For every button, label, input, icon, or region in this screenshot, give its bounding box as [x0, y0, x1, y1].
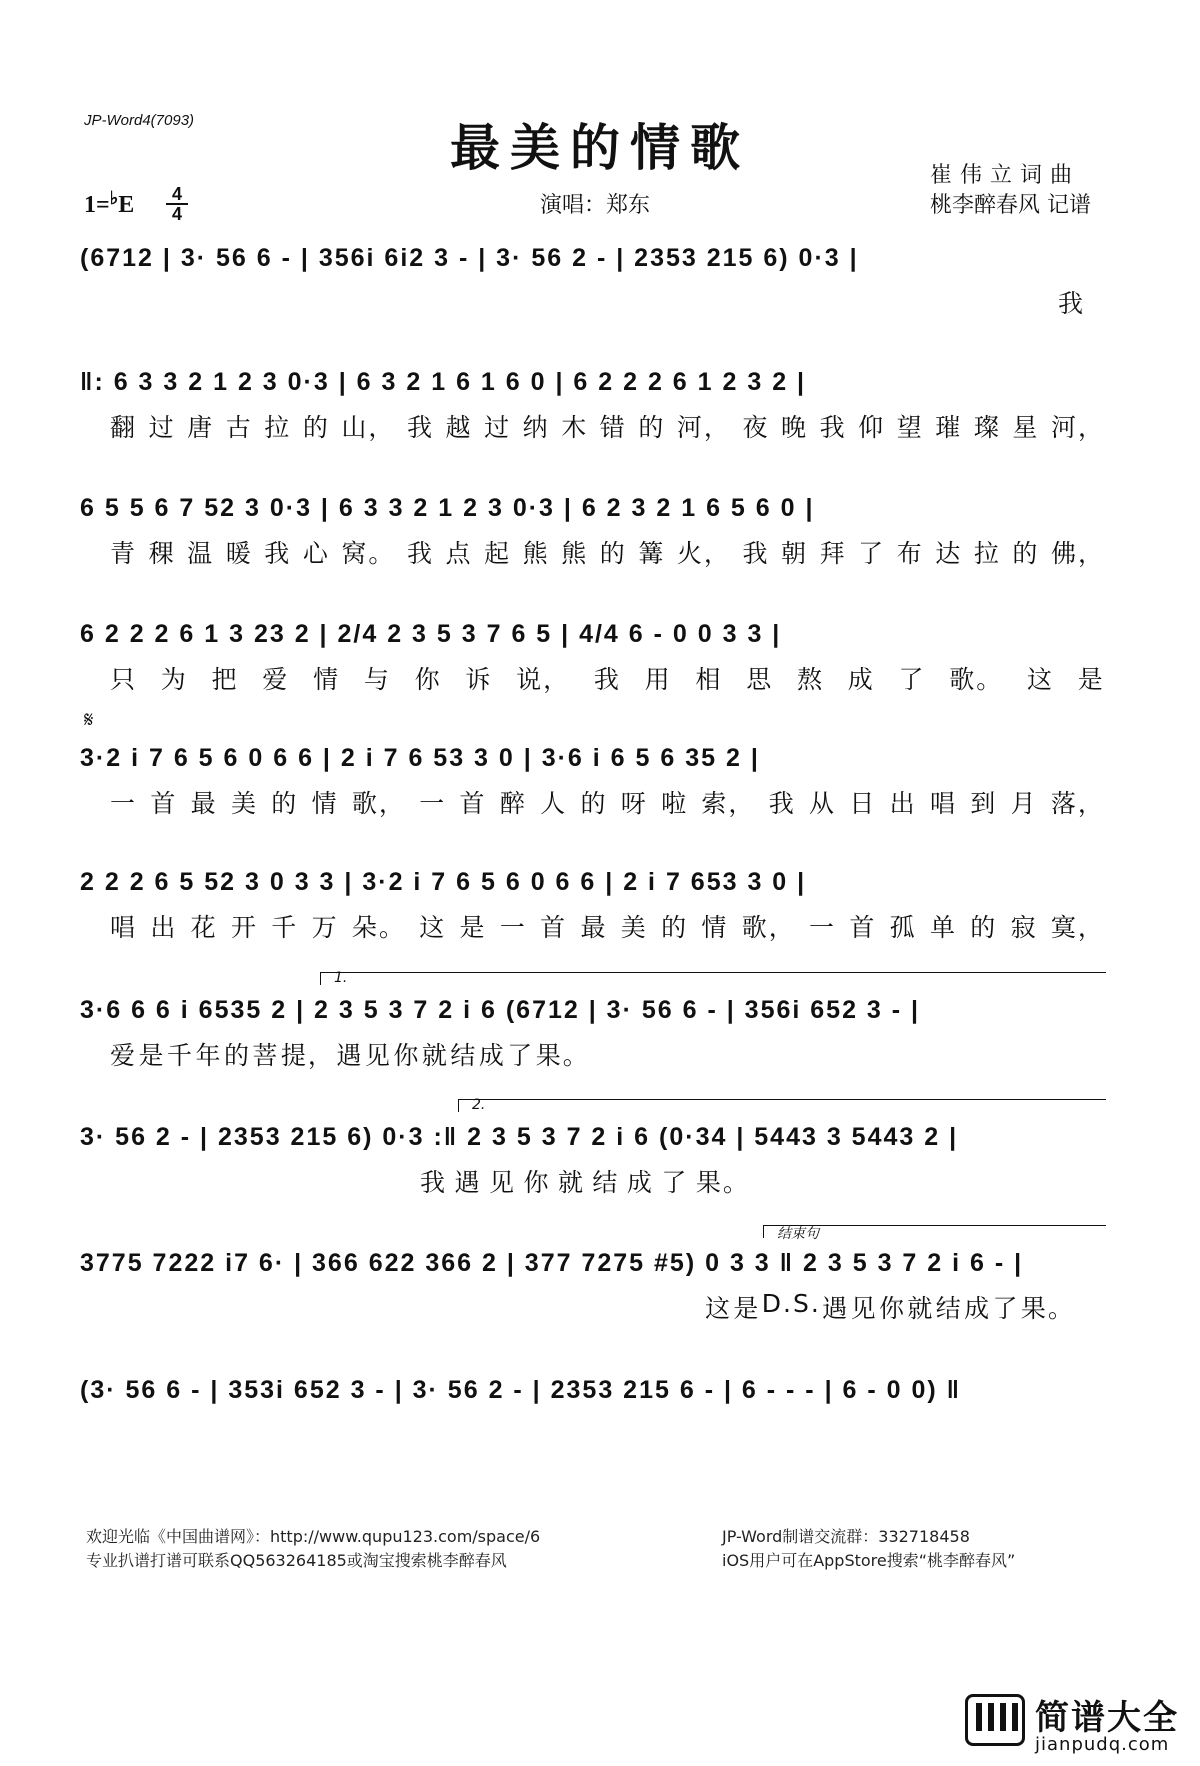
lyric-syllable: 与: [363, 665, 391, 694]
footer-right: [722, 1525, 1015, 1573]
lyric-syllable: 见: [488, 1168, 516, 1197]
author-credit: 崔伟立词曲: [930, 163, 1081, 188]
singer-credit: 演唱：郑东: [540, 193, 651, 218]
lyric-line: [110, 784, 1105, 818]
lyric-syllable: 情: [311, 789, 339, 818]
lyric-line: [420, 1163, 750, 1197]
notation-line: ‖: 6 3 3 2 1 2 3 0·3 | 6 3 2 1 6 1 6 0 | 6 2 2 2 6 1 2 3 2 |: [80, 367, 807, 396]
lyric-line: [110, 908, 1105, 942]
lyric-syllable: 就: [557, 1168, 585, 1197]
lyric-syllable: 朵。: [351, 913, 406, 942]
lyric-syllable: 山，: [341, 413, 396, 442]
lyric-syllable: 首: [150, 789, 178, 818]
lyric-syllable: 的: [599, 539, 627, 568]
lyric-syllable: 人: [540, 789, 568, 818]
notation-line: 3· 56 2 - | 2353 215 6) 0·3 :‖ 2 3 5 3 7 2 i 6 (0·34 | 5443 3 5443 2 |: [80, 1122, 959, 1151]
lyric-syllable: 呀: [620, 789, 648, 818]
lyric-syllable: 璨: [973, 413, 1001, 442]
lyric-syllable: 我: [819, 413, 847, 442]
volta-label: 结束句: [777, 1226, 819, 1242]
volta-label: 1.: [334, 970, 348, 986]
lyric-syllable: 用: [644, 665, 672, 694]
lyric-syllable: 木: [561, 413, 589, 442]
lyric-syllable: 的: [302, 413, 330, 442]
lyric-syllable: 情: [313, 665, 341, 694]
lyric-syllable: 你: [414, 665, 442, 694]
lyric-syllable: 心: [302, 539, 330, 568]
time-bottom: 4: [171, 204, 182, 224]
lyric-syllable: 这: [1027, 665, 1055, 694]
lyric-syllable: 的: [271, 789, 299, 818]
score-row: [80, 1226, 1105, 1333]
lyric-syllable: 拜: [819, 539, 847, 568]
lyric-syllable: 歌。: [949, 665, 1004, 694]
footer-contact-line: 专业扒谱打谱可联系QQ563264185或淘宝搜索桃李醉春风: [86, 1551, 507, 1570]
lyric-syllable: 遇: [822, 1294, 850, 1323]
lyric-syllable: 为: [160, 665, 188, 694]
lyric-syllable: 拉: [264, 413, 292, 442]
lyric-syllable: 我: [264, 539, 292, 568]
lyric-syllable: 的: [223, 1041, 251, 1070]
lyric-syllable: 菩: [252, 1041, 280, 1070]
lyric-syllable: 夜: [742, 413, 770, 442]
lyric-syllable: 你: [523, 1168, 551, 1197]
lyric-syllable: 结: [450, 1041, 478, 1070]
lyric-syllable: 了: [661, 1168, 689, 1197]
lyric-syllable: 千: [271, 913, 299, 942]
lyric-syllable: 最: [580, 913, 608, 942]
lyric-syllable: 青: [110, 539, 138, 568]
lyric-syllable: 我: [768, 789, 796, 818]
lyric-syllable: 就: [907, 1294, 935, 1323]
lyric-syllable: 结: [592, 1168, 620, 1197]
notation-line: 3·6 6 6 i 6535 2 | 2 3 5 3 7 2 i 6 (6712 | 3· 56 6 - | 356i 652 3 - |: [80, 995, 921, 1024]
brand-url: jianpudq.com: [1035, 1734, 1170, 1755]
lyric-syllable: 了: [507, 1041, 535, 1070]
score-row: [80, 614, 1105, 704]
lyric-syllable: 单: [929, 913, 957, 942]
transcriber-credit: 桃李醉春风 记谱: [930, 193, 1091, 218]
lyric-syllable: 是: [1077, 665, 1105, 694]
notation-line: 6 2 2 2 6 1 3 23 2 | 2/4 2 3 5 3 7 6 5 | 4/4 6 - 0 0 3 3 |: [80, 619, 782, 648]
lyric-syllable: 见: [364, 1041, 392, 1070]
lyric-syllable: 仰: [858, 413, 886, 442]
lyric-syllable: 最: [190, 789, 218, 818]
footer-left: [86, 1525, 540, 1573]
score-row: [80, 488, 1105, 578]
lyric-syllable: 璀: [935, 413, 963, 442]
notation-line: 3·2 i 7 6 5 6 0 6 6 | 2 i 7 6 53 3 0 | 3·6 i 6 5 6 35 2 |: [80, 743, 760, 772]
lyric-syllable: 到: [970, 789, 998, 818]
lyric-syllable: 把: [211, 665, 239, 694]
lyric-syllable: 情: [701, 913, 729, 942]
lyric-syllable: 千: [166, 1041, 194, 1070]
score-row: [80, 1097, 1105, 1207]
lyric-syllable: 首: [540, 913, 568, 942]
lyric-syllable: 的: [1012, 539, 1040, 568]
flat-sign: ♭: [109, 188, 119, 208]
lyric-syllable: 拉: [973, 539, 1001, 568]
lyric-syllable: 出: [889, 789, 917, 818]
lyric-syllable: 醉: [499, 789, 527, 818]
brand-logo: [965, 1690, 1195, 1760]
notation-line: (3· 56 6 - | 353i 652 3 - | 3· 56 2 - | 2353 215 6 - | 6 - - - | 6 - 0 0) ‖: [80, 1375, 962, 1404]
lyric-syllable: 啦: [661, 789, 689, 818]
lyric-syllable: 佛，: [1050, 539, 1105, 568]
lyric-syllable: 美: [230, 789, 258, 818]
lyric-syllable: 的: [580, 789, 608, 818]
notation-line: 6 5 5 6 7 52 3 0·3 | 6 3 3 2 1 2 3 0·3 | 6 2 3 2 1 6 5 6 0 |: [80, 493, 815, 522]
lyric-syllable: 见: [850, 1294, 878, 1323]
lyric-syllable: 从: [809, 789, 837, 818]
lyric-syllable: 火，: [676, 539, 731, 568]
lyric-syllable: 落，: [1050, 789, 1105, 818]
lyric-syllable: 一: [499, 913, 527, 942]
lyric-syllable: 这: [419, 913, 447, 942]
lyric-syllable: 你: [878, 1294, 906, 1323]
lyric-syllable: 翻: [110, 413, 138, 442]
lyric-syllable: 这: [705, 1294, 733, 1323]
lyric-syllable: 越: [445, 413, 473, 442]
segno-mark: 𝄋: [84, 708, 94, 733]
lyric-syllable: 开: [230, 913, 258, 942]
score-row: [80, 1370, 1105, 1460]
lyric-syllable: 美: [620, 913, 648, 942]
lyric-syllable: 年: [195, 1041, 223, 1070]
lyric-syllable: 说，: [516, 665, 571, 694]
lyric-syllable: 点: [445, 539, 473, 568]
lyric-syllable: 布: [896, 539, 924, 568]
lyric-syllable: 我: [1057, 289, 1085, 318]
lyric-syllable: 索，: [701, 789, 756, 818]
key-signature: [84, 188, 134, 219]
lyric-syllable: 古: [225, 413, 253, 442]
brand-name: 简谱大全: [1035, 1698, 1179, 1738]
lyric-syllable: 暖: [225, 539, 253, 568]
lyric-line: [110, 408, 1105, 442]
lyric-syllable: 一: [809, 913, 837, 942]
lyric-syllable: 一: [110, 789, 138, 818]
lyric-line: [705, 1289, 1075, 1323]
notation-line: 2 2 2 6 5 52 3 0 3 3 | 3·2 i 7 6 5 6 0 6 6 | 2 i 7 653 3 0 |: [80, 867, 807, 896]
lyric-syllable: 星: [1012, 413, 1040, 442]
volta-bracket: [458, 1099, 1106, 1112]
lyric-syllable: 过: [484, 413, 512, 442]
lyric-syllable: 花: [190, 913, 218, 942]
lyric-syllable: 窝。: [341, 539, 396, 568]
lyric-syllable: 只: [110, 665, 138, 694]
lyric-syllable: 遇: [336, 1041, 364, 1070]
score-row: [80, 862, 1105, 952]
lyric-syllable: 唐: [187, 413, 215, 442]
lyric-syllable: 过: [148, 413, 176, 442]
lyric-syllable: 出: [150, 913, 178, 942]
lyric-syllable: 果。: [1020, 1294, 1075, 1323]
lyric-syllable: 结: [935, 1294, 963, 1323]
footer-website-line: 欢迎光临《中国曲谱网》：http://www.qupu123.com/space/6: [86, 1527, 541, 1546]
lyric-syllable: 成: [626, 1168, 654, 1197]
lyric-line: [110, 284, 1105, 318]
notation-line: 3775 7222 i7 6· | 366 622 366 2 | 377 7275 #5) 0 3 3 ‖ 2 3 5 3 7 2 i 6 - |: [80, 1248, 1024, 1277]
lyric-syllable: 爱: [110, 1041, 138, 1070]
footer-ios-line: iOS用户可在AppStore搜索“桃李醉春风”: [722, 1551, 1016, 1570]
time-top: 4: [171, 184, 182, 204]
lyric-syllable: 成: [478, 1041, 506, 1070]
lyric-line: [110, 1036, 590, 1070]
lyric-syllable: 遇: [454, 1168, 482, 1197]
lyric-syllable: 是: [138, 1041, 166, 1070]
lyric-syllable: 万: [311, 913, 339, 942]
lyric-syllable: 望: [896, 413, 924, 442]
volta-bracket: [320, 972, 1106, 985]
key-letter: E: [118, 192, 135, 218]
lyric-syllable: 果。: [695, 1168, 750, 1197]
lyric-syllable: 熊: [561, 539, 589, 568]
lyric-syllable: 稞: [148, 539, 176, 568]
lyric-syllable: 我: [406, 413, 434, 442]
piano-keys-icon: [965, 1694, 1025, 1746]
lyric-syllable: 你: [393, 1041, 421, 1070]
lyric-syllable: 孤: [889, 913, 917, 942]
lyric-syllable: 河，: [676, 413, 731, 442]
lyric-syllable: 歌，: [741, 913, 796, 942]
score-row: [80, 362, 1105, 452]
lyric-syllable: 寞，: [1050, 913, 1105, 942]
lyric-syllable: 唱: [110, 913, 138, 942]
lyric-syllable: 我: [406, 539, 434, 568]
lyric-syllable: 熊: [522, 539, 550, 568]
lyric-syllable: 起: [484, 539, 512, 568]
lyric-syllable: 首: [849, 913, 877, 942]
lyric-syllable: 我: [742, 539, 770, 568]
lyric-syllable: 我: [420, 1168, 448, 1197]
score-row: [80, 970, 1105, 1080]
lyric-syllable: 了: [858, 539, 886, 568]
score-row: [80, 238, 1105, 328]
lyric-syllable: 晚: [781, 413, 809, 442]
volta-label: 2.: [472, 1097, 486, 1113]
lyric-syllable: 我: [593, 665, 621, 694]
lyric-syllable: 河，: [1050, 413, 1105, 442]
lyric-syllable: 诉: [465, 665, 493, 694]
lyric-syllable: 相: [695, 665, 723, 694]
lyric-syllable: 日: [849, 789, 877, 818]
lyric-syllable: 月: [1010, 789, 1038, 818]
lyric-syllable: D.S.: [761, 1289, 821, 1318]
song-title: 最美的情歌: [450, 119, 750, 177]
lyric-syllable: 是: [733, 1294, 761, 1323]
lyric-syllable: 提，: [280, 1041, 335, 1070]
lyric-syllable: 首: [459, 789, 487, 818]
lyric-syllable: 温: [187, 539, 215, 568]
lyric-syllable: 达: [935, 539, 963, 568]
lyric-syllable: 了: [898, 665, 926, 694]
lyric-syllable: 纳: [522, 413, 550, 442]
lyric-syllable: 成: [847, 665, 875, 694]
generator-label: JP-Word4(7093): [84, 112, 195, 129]
score-row: [80, 708, 1105, 828]
lyric-syllable: 歌，: [351, 789, 406, 818]
lyric-syllable: 的: [661, 913, 689, 942]
lyric-syllable: 一: [419, 789, 447, 818]
lyric-syllable: 成: [964, 1294, 992, 1323]
lyric-syllable: 的: [638, 413, 666, 442]
lyric-syllable: 就: [421, 1041, 449, 1070]
lyric-syllable: 果。: [535, 1041, 590, 1070]
lyric-syllable: 寂: [1010, 913, 1038, 942]
lyric-syllable: 错: [599, 413, 627, 442]
key-prefix: 1=: [84, 192, 110, 218]
lyric-syllable: 唱: [929, 789, 957, 818]
lyric-line: [110, 534, 1105, 568]
lyric-line: [110, 660, 1105, 694]
time-signature: [166, 186, 188, 222]
lyric-syllable: 爱: [262, 665, 290, 694]
lyric-syllable: 了: [992, 1294, 1020, 1323]
lyric-syllable: 朝: [781, 539, 809, 568]
lyric-syllable: 的: [970, 913, 998, 942]
notation-line: (6712 | 3· 56 6 - | 356i 6i2 3 - | 3· 56 2 - | 2353 215 6) 0·3 |: [80, 243, 859, 272]
footer-group-line: JP-Word制谱交流群：332718458: [722, 1527, 970, 1546]
lyric-syllable: 熬: [796, 665, 824, 694]
lyric-syllable: 思: [746, 665, 774, 694]
lyric-syllable: 篝: [638, 539, 666, 568]
lyric-syllable: 是: [459, 913, 487, 942]
